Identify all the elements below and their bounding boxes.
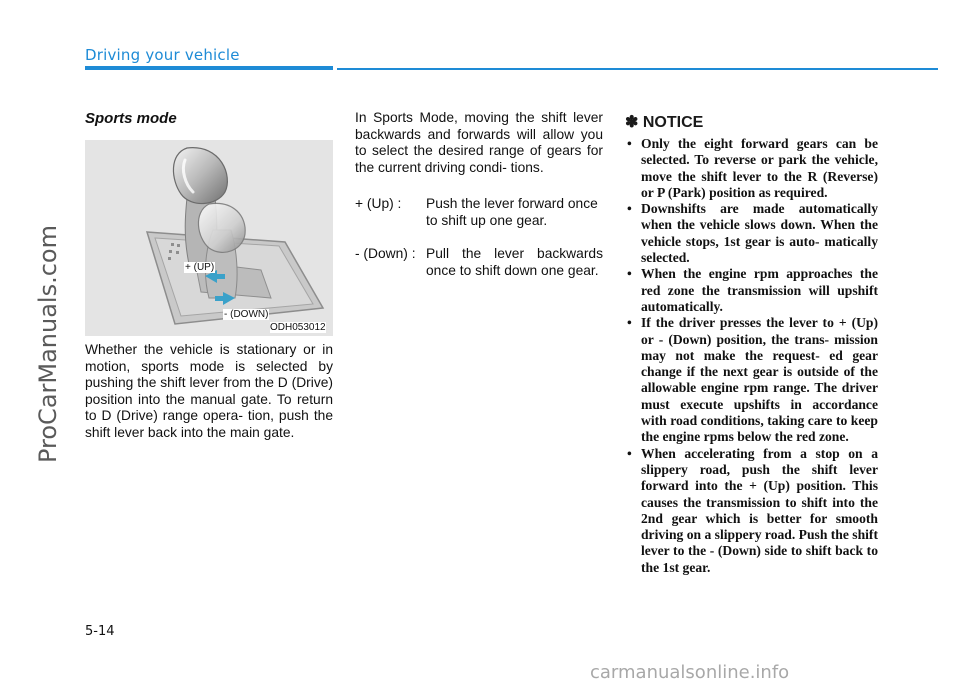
side-watermark: [8, 200, 88, 500]
figure-code: ODH053012: [270, 322, 326, 333]
section-header: Driving your vehicle: [85, 46, 240, 64]
notice-item: • When the engine rpm approaches the red zone the transmission will upshift automatically.: [625, 266, 878, 315]
side-watermark-text: ProCarManuals.com: [34, 225, 62, 464]
notice-item: • When accelerating from a stop on a slippery road, push the shift lever forward into the + (Up) position. This causes the transmission to shift into the 2nd gear which is better for smooth driving on a slippery road. Push the shift lever to the - (Down) side to shift back to the 1st gear.: [625, 446, 878, 576]
figure-label-down: - (DOWN): [224, 309, 269, 320]
footer-watermark: carmanualsonline.info: [590, 662, 790, 683]
header-rule-thick: [85, 66, 333, 70]
page-number: 5-14: [85, 624, 115, 639]
notice-item: • If the driver presses the lever to + (Up) or - (Down) position, the trans- mission may not make the request- ed gear change if the next gear is outside of the allowable engine rpm range. The driver must execute upshifts in accordance with road conditions, taking care to keep the engine rpms below the red zone.: [625, 315, 878, 445]
header-rule-thin: [337, 68, 938, 70]
sports-mode-heading: Sports mode: [85, 110, 177, 127]
shift-down-description: Pull the lever backwards once to shift down one gear.: [426, 246, 603, 278]
notice-list: [625, 136, 878, 576]
shift-up-definition: [355, 196, 603, 230]
notice-item: • Only the eight forward gears can be selected. To reverse or park the vehicle, move the shift lever to the R (Reverse) or P (Park) position as required.: [625, 136, 878, 201]
shift-up-term: + (Up) :: [355, 196, 402, 211]
shift-up-description: Push the lever forward once to shift up one gear.: [426, 196, 598, 228]
sports-mode-description: Whether the vehicle is stationary or in motion, sports mode is selected by pushing the shift lever from the D (Drive) position into the manual gate. To return to D (Drive) range opera- tion, push the shift lever back into the main gate.: [85, 342, 333, 440]
shift-down-term: - (Down) :: [355, 246, 416, 261]
figure-label-up: + (UP): [185, 262, 215, 273]
shift-lever-figure: [85, 140, 333, 336]
shift-lever-illustration: [85, 140, 333, 336]
shift-down-definition: [355, 246, 603, 296]
notice-heading: ✽ NOTICE: [625, 114, 704, 131]
notice-item: • Downshifts are made automatically when the vehicle slows down. When the vehicle stops, 1st gear is auto- matically selected.: [625, 201, 878, 266]
sports-mode-intro: In Sports Mode, moving the shift lever backwards and forwards will allow you to select the desired range of gears for the current driving condi- tions.: [355, 110, 603, 175]
